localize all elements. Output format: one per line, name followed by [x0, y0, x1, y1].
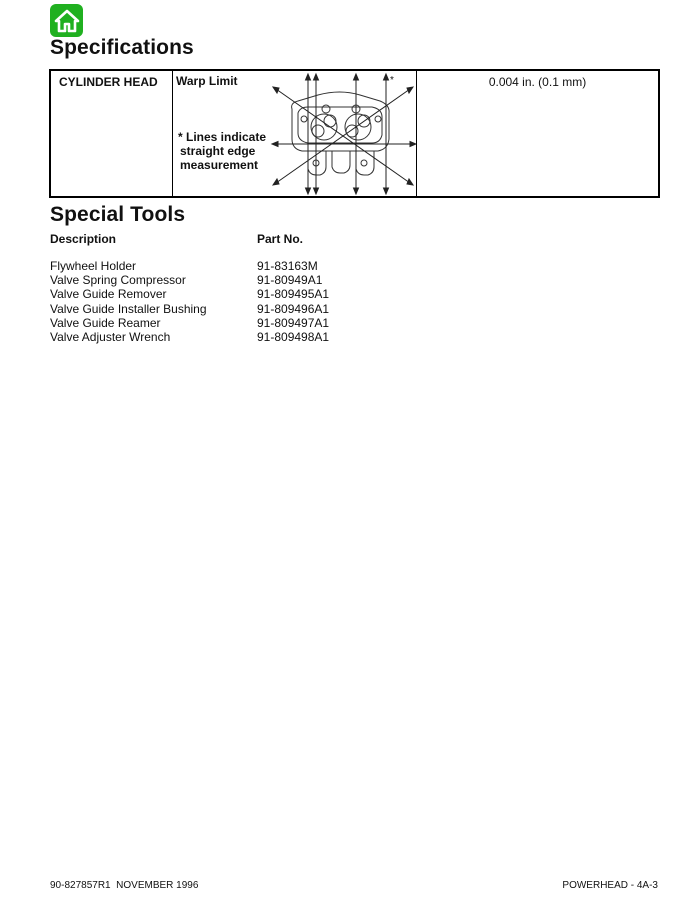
tool-part-number: 91-809496A1: [257, 301, 330, 316]
category-cell: [51, 71, 173, 196]
description-column-header: Description: [50, 232, 117, 246]
specifications-heading: Specifications: [50, 36, 194, 59]
table-row: [50, 316, 329, 330]
home-icon: [54, 8, 80, 34]
special-tools-table: [50, 232, 329, 344]
warp-limit-value: 0.004 in. (0.1 mm): [488, 75, 587, 89]
tools-header-row: [50, 232, 329, 246]
table-row: [50, 330, 329, 344]
tool-part-number: 91-809497A1: [257, 315, 330, 330]
home-button[interactable]: [50, 4, 83, 37]
value-cell: [417, 71, 658, 196]
measurement-note: [178, 130, 266, 172]
cylinder-head-diagram: [268, 71, 416, 196]
tool-description: Valve Adjuster Wrench: [50, 329, 171, 344]
tool-description: Valve Guide Installer Bushing: [50, 301, 207, 316]
tool-description: Valve Spring Compressor: [50, 273, 186, 288]
tool-description: Valve Guide Reamer: [50, 315, 161, 330]
tool-part-number: 91-83163M: [257, 259, 318, 273]
part-number-column-header: Part No.: [257, 232, 304, 246]
table-row: [50, 302, 329, 316]
tool-description: Valve Guide Remover: [50, 287, 167, 302]
note-line: straight edge: [180, 144, 256, 158]
note-line: measurement: [180, 158, 259, 172]
specifications-table: [49, 69, 660, 198]
tool-part-number: 91-809498A1: [257, 329, 330, 344]
special-tools-heading: Special Tools: [50, 203, 186, 226]
footer-page-label: POWERHEAD - 4A-3: [562, 880, 658, 891]
item-cell: [173, 71, 417, 196]
warp-limit-label: Warp Limit: [176, 74, 238, 88]
tool-part-number: 91-809495A1: [257, 287, 330, 302]
category-label: CYLINDER HEAD: [59, 75, 158, 89]
table-row: [50, 287, 329, 301]
tool-description: Flywheel Holder: [50, 259, 137, 273]
table-row: [50, 259, 329, 273]
footer-document-id: 90-827857R1 NOVEMBER 1996: [50, 880, 199, 891]
table-row: [50, 273, 329, 287]
note-line: * Lines indicate: [178, 130, 267, 144]
tool-part-number: 91-80949A1: [257, 273, 323, 288]
note-marker: *: [390, 75, 394, 86]
